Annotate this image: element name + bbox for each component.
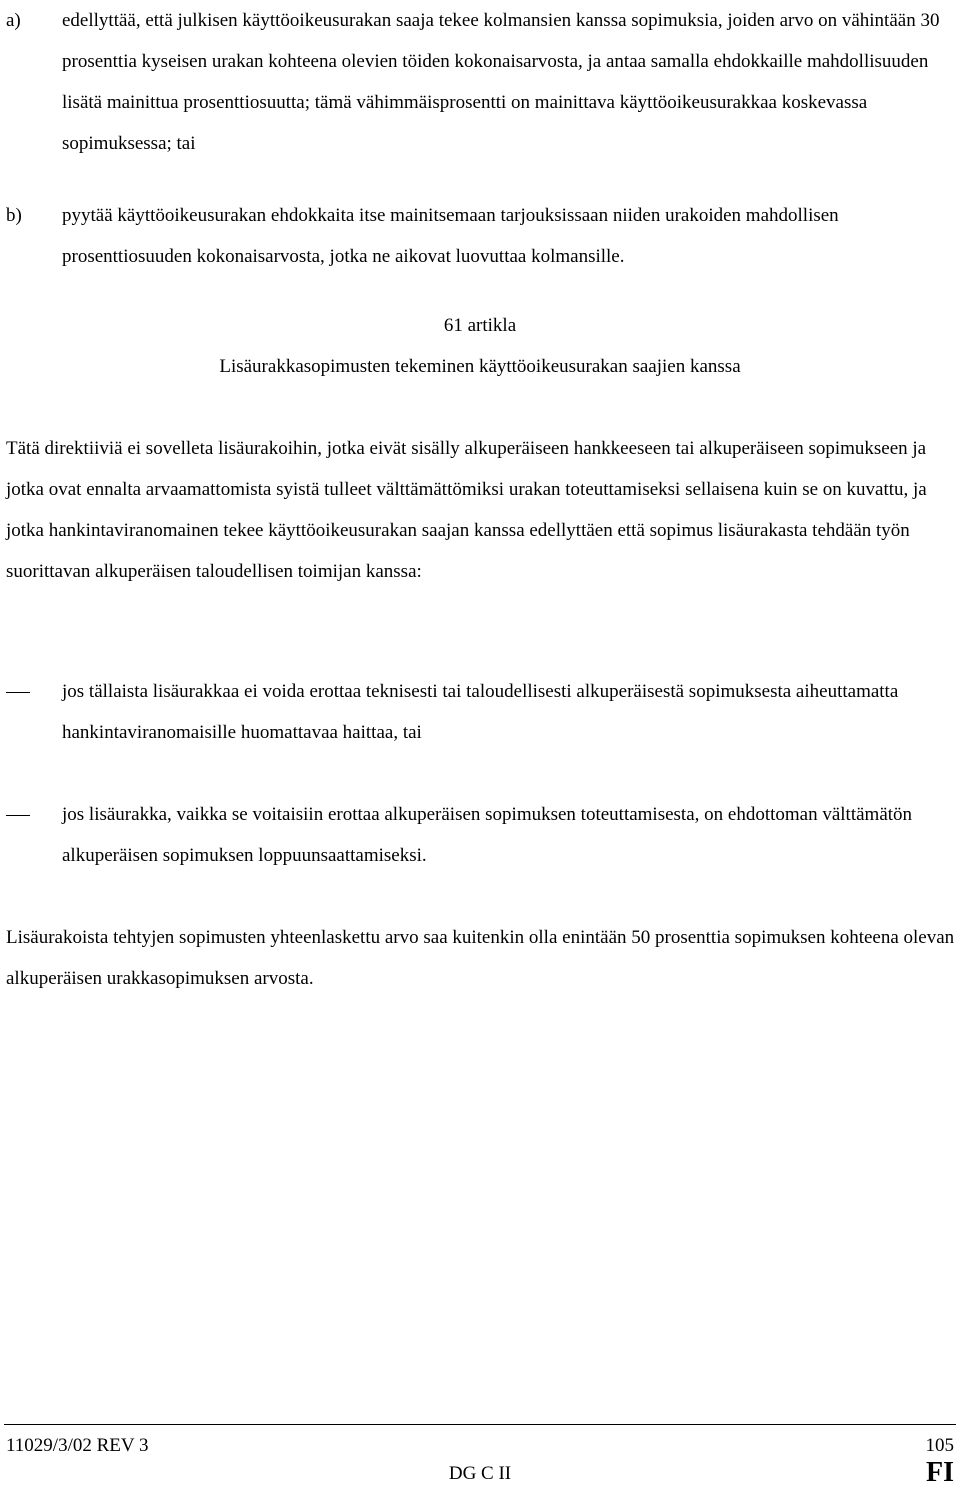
dash-item-2 xyxy=(0,794,960,876)
list-item-text: edellyttää, että julkisen käyttöoikeusurakan saaja tekee kolmansien kanssa sopimuksia, joiden arvo on vähintään 30 prosenttia kyseisen urakan kohteena olevien töiden kokonaisarvosta, ja antaa samalla ehdokkaille mahdollisuuden lisätä mainittua prosenttiosuutta; tämä vähimmäisprosentti on mainittava käyttöoikeusurakkaa koskevassa sopimuksessa; tai xyxy=(62,10,940,154)
list-item-text: pyytää käyttöoikeusurakan ehdokkaita itse mainitsemaan tarjouksissaan niiden urakoiden mahdollisen prosenttiosuuden kokonaisarvosta, jotka ne aikovat luovuttaa kolmansille. xyxy=(62,205,839,267)
dash-item-1 xyxy=(0,671,960,753)
dash-item-text: jos tällaista lisäurakkaa ei voida erottaa teknisesti tai taloudellisesti alkuperäisestä sopimuksesta aiheuttamatta hankintaviranomaisille huomattavaa haittaa, tai xyxy=(62,681,899,743)
dash-item-text: jos lisäurakka, vaikka se voitaisiin erottaa alkuperäisen sopimuksen toteuttamisesta, on ehdottoman välttämätön alkuperäisen sopimuksen loppuunsaattamiseksi. xyxy=(62,804,913,866)
footer-department: DG C II xyxy=(448,1463,512,1484)
article-number: 61 artikla xyxy=(443,315,517,336)
list-marker: b) xyxy=(6,205,22,226)
list-item-a xyxy=(0,0,960,164)
intro-paragraph: Tätä direktiiviä ei sovelleta lisäurakoihin, jotka eivät sisälly alkuperäiseen hankkeeseen tai alkuperäiseen sopimukseen ja jotka ovat ennalta arvaamattomista syistä tulleet välttämättömiksi urakan toteuttamiseksi sellaisena kuin se on kuvattu, ja jotka hankintaviranomainen tekee käyttöoikeusurakan saajan kanssa edellyttäen että sopimus lisäurakasta tehdään työn suorittavan alkuperäisen taloudellisen toimijan kanssa: xyxy=(6,438,927,582)
closing-paragraph: Lisäurakoista tehtyjen sopimusten yhteenlaskettu arvo saa kuitenkin olla enintään 50 prosenttia sopimuksen kohteena olevan alkuperäisen urakkasopimuksen arvosta. xyxy=(6,927,955,989)
footer-language: FI xyxy=(926,1457,954,1488)
list-item-b xyxy=(0,195,960,277)
footer-divider xyxy=(4,1424,956,1425)
article-title: Lisäurakkasopimusten tekeminen käyttöoikeusurakan saajien kanssa xyxy=(219,356,741,377)
footer-doc-ref: 11029/3/02 REV 3 xyxy=(6,1435,149,1456)
list-marker: a) xyxy=(6,10,21,31)
footer-page-number: 105 xyxy=(925,1435,954,1456)
